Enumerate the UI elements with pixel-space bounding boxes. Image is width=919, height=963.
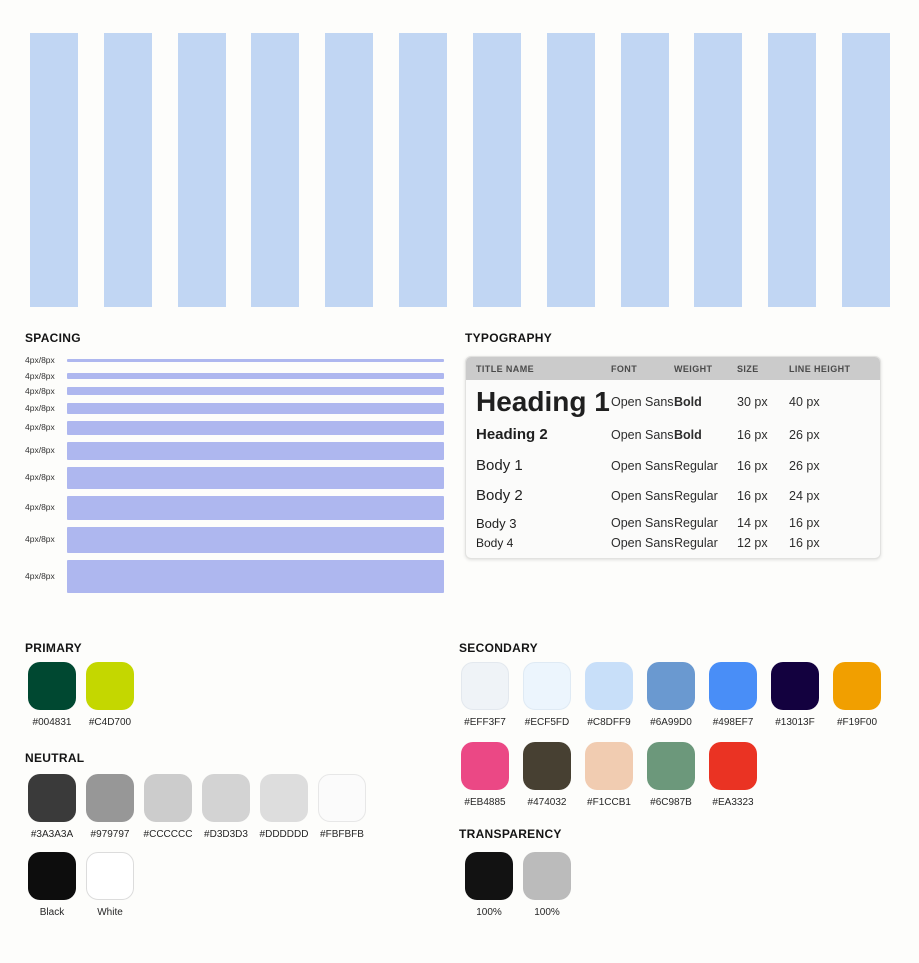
type-size-cell: 12 px [737,536,768,550]
primary-section-title: PRIMARY [25,641,82,655]
color-chip [28,662,76,710]
spacing-row-label: 4px/8px [25,422,55,433]
color-label: #13013F [775,717,815,728]
type-font-cell: Open Sans [611,488,674,503]
color-chip [523,662,571,710]
color-label: #FBFBFB [320,829,364,840]
type-font-cell: Open Sans [611,458,674,473]
typography-row [466,419,880,450]
typography-column-header: FONT [611,363,638,374]
color-chip [144,774,192,822]
spacing-row [25,403,444,414]
color-chip [260,774,308,822]
color-chip [771,662,819,710]
type-font-cell: Open Sans [611,427,674,442]
spacing-row [25,560,444,593]
spacing-bar [67,496,444,520]
color-chip [86,852,134,900]
opacity-label: 100% [534,907,560,918]
spacing-bar [67,442,444,460]
color-label: #F1CCB1 [587,797,631,808]
typography-table [465,356,881,559]
grid-column [30,33,78,307]
spacing-bar [67,560,444,593]
spacing-bar [67,373,444,379]
grid-column [547,33,595,307]
color-chip [461,742,509,790]
color-swatch [86,774,134,840]
type-weight-cell: Bold [674,394,702,409]
color-swatch [318,774,366,840]
spacing-row-label: 4px/8px [25,534,55,545]
spacing-section-title: SPACING [25,331,81,345]
typography-column-header: WEIGHT [674,363,713,374]
type-style-preview: Body 2 [476,487,523,504]
type-style-preview: Body 3 [476,515,517,531]
type-weight-cell: Bold [674,427,702,442]
color-chip [709,662,757,710]
color-swatch [523,662,571,728]
color-swatch [585,742,633,808]
color-swatch [833,662,881,728]
color-label: #EA3323 [712,797,754,808]
color-label: #979797 [90,829,130,840]
color-chip [86,662,134,710]
color-swatch [461,662,509,728]
color-swatch [647,742,695,808]
spacing-bar [67,359,444,362]
type-font-cell: Open Sans [611,394,674,409]
color-chip [28,852,76,900]
spacing-row [25,387,444,396]
color-label: #EB4885 [464,797,506,808]
color-label: #C8DFF9 [587,717,631,728]
transparency-section-title: TRANSPARENCY [459,827,562,841]
color-label: #C4D700 [88,717,132,728]
color-label: #6A99D0 [650,717,692,728]
grid-column [178,33,226,307]
color-label: #3A3A3A [30,829,74,840]
black-white-swatch-row [28,852,134,918]
color-label: #DDDDDD [259,829,309,840]
spacing-row [25,356,444,365]
color-swatch [260,774,308,840]
color-swatch [709,662,757,728]
spacing-row-label: 4px/8px [25,370,55,381]
color-swatch [144,774,192,840]
color-label: #474032 [527,797,567,808]
color-chip [523,852,571,900]
spacing-row-label: 4px/8px [25,386,55,396]
grid-column [325,33,373,307]
spacing-row [25,467,444,489]
type-font-cell: Open Sans [611,536,674,550]
color-label: #CCCCCC [143,829,193,840]
grid-columns [30,33,890,307]
type-style-preview: Body 1 [476,457,523,474]
color-label: #EFF3F7 [464,717,506,728]
type-size-cell: 14 px [737,516,768,530]
typography-row [466,384,880,419]
neutral-section-title: NEUTRAL [25,751,85,765]
spacing-row-label: 4px/8px [25,502,55,513]
type-line-height-cell: 26 px [789,427,820,442]
color-chip [202,774,250,822]
spacing-row [25,527,444,553]
type-line-height-cell: 16 px [789,516,820,530]
type-weight-cell: Regular [674,458,718,473]
typography-column-header: SIZE [737,363,759,374]
color-label: #004831 [32,717,72,728]
color-label: Black [39,907,65,918]
spacing-row [25,496,444,520]
type-weight-cell: Regular [674,516,718,530]
color-label: #F19F00 [836,717,878,728]
spacing-row-label: 4px/8px [25,402,55,413]
typography-table-body [466,380,880,558]
grid-column [399,33,447,307]
color-chip [833,662,881,710]
grid-column [768,33,816,307]
color-swatch [202,774,250,840]
spacing-row [25,442,444,460]
type-line-height-cell: 16 px [789,536,820,550]
grid-column [694,33,742,307]
type-size-cell: 16 px [737,458,768,473]
type-font-cell: Open Sans [611,516,674,530]
spacing-row-label: 4px/8px [25,472,55,483]
color-swatch [28,662,76,728]
type-size-cell: 30 px [737,394,768,409]
color-chip [585,742,633,790]
typography-section-title: TYPOGRAPHY [465,331,553,345]
spacing-row [25,421,444,435]
secondary-swatch-row-2 [461,742,757,808]
color-swatch [465,852,513,918]
type-size-cell: 16 px [737,488,768,503]
type-weight-cell: Regular [674,536,718,550]
type-weight-cell: Regular [674,488,718,503]
grid-column [104,33,152,307]
color-swatch [28,852,76,918]
type-line-height-cell: 40 px [789,394,820,409]
transparency-swatch-row [465,852,571,918]
color-label: #ECF5FD [524,717,570,728]
color-swatch [523,742,571,808]
color-swatch [28,774,76,840]
spacing-row-label: 4px/8px [25,445,55,456]
neutral-swatch-row [28,774,366,840]
typography-row [466,536,880,550]
secondary-swatch-row-1 [461,662,881,728]
typography-row [466,481,880,510]
color-swatch [86,662,134,728]
spacing-bar [67,527,444,553]
color-chip [461,662,509,710]
grid-column [621,33,669,307]
spacing-bar [67,403,444,414]
spacing-bar [67,387,444,395]
spacing-row [25,372,444,381]
color-swatch [709,742,757,808]
color-chip [647,662,695,710]
color-chip [318,774,366,822]
spacing-bar [67,421,444,435]
type-style-preview: Body 4 [476,536,514,550]
type-size-cell: 16 px [737,427,768,442]
spacing-row-label: 4px/8px [25,570,55,581]
color-label: #498EF7 [712,717,754,728]
spacing-row-label: 4px/8px [25,355,55,365]
type-style-preview: Heading 1 [476,385,610,417]
typography-column-header: TITLE NAME [476,363,534,374]
color-chip [28,774,76,822]
type-line-height-cell: 24 px [789,488,820,503]
color-chip [647,742,695,790]
color-chip [709,742,757,790]
grid-column [473,33,521,307]
spacing-scale [25,356,444,600]
type-style-preview: Heading 2 [476,426,548,443]
grid-column [251,33,299,307]
type-line-height-cell: 26 px [789,458,820,473]
color-chip [465,852,513,900]
opacity-label: 100% [476,907,502,918]
typography-row [466,450,880,481]
color-label: #6C987B [650,797,692,808]
color-swatch [523,852,571,918]
grid-column [842,33,890,307]
secondary-section-title: SECONDARY [459,641,538,655]
color-label: White [97,907,123,918]
color-chip [523,742,571,790]
primary-swatch-row [28,662,134,728]
color-swatch [461,742,509,808]
typography-table-header [466,357,880,380]
color-swatch [585,662,633,728]
color-swatch [771,662,819,728]
typography-row [466,510,880,536]
color-chip [86,774,134,822]
spacing-bar [67,467,444,489]
typography-column-header: LINE HEIGHT [789,363,851,374]
color-label: #D3D3D3 [204,829,248,840]
color-swatch [647,662,695,728]
color-chip [585,662,633,710]
color-swatch [86,852,134,918]
